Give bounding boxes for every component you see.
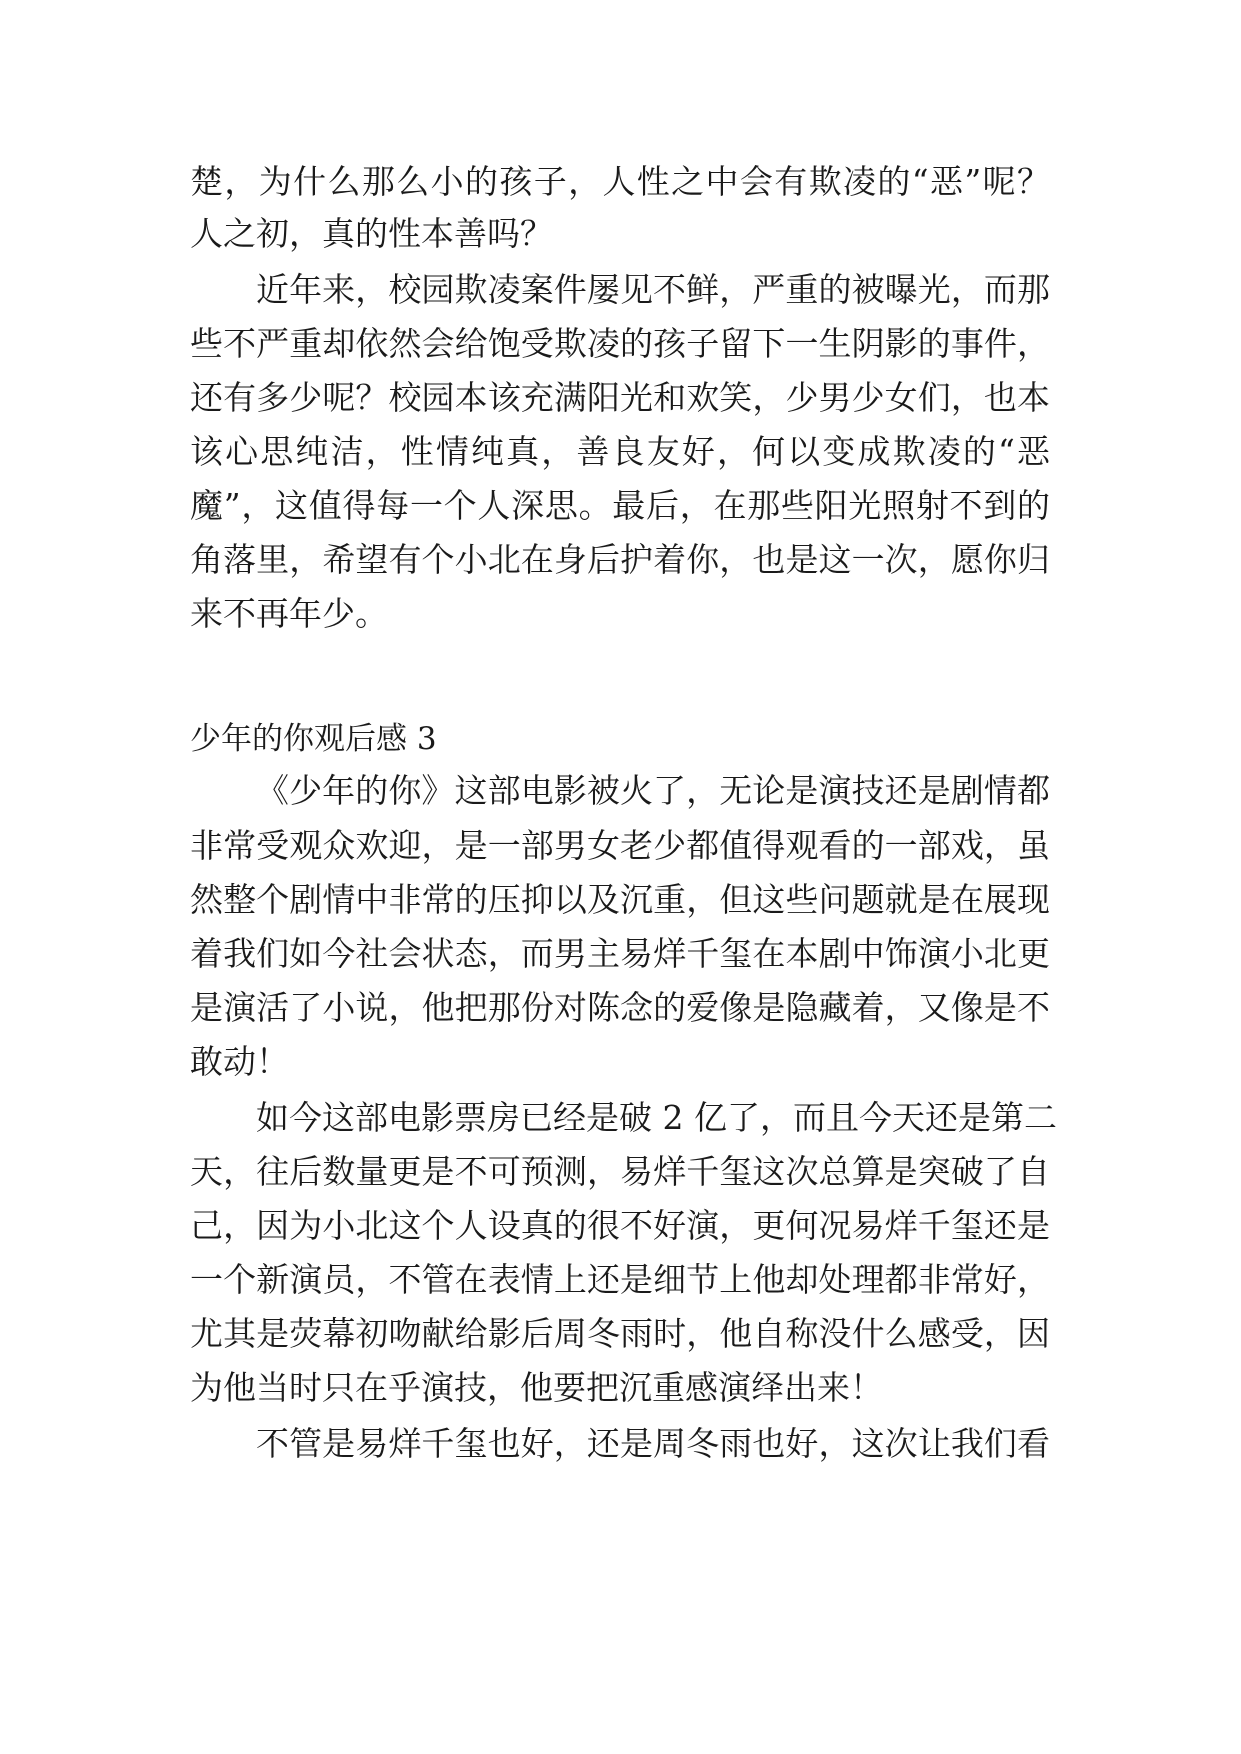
text-line: 楚，为什么那么小的孩子，人性之中会有欺凌的“恶”呢？ — [190, 162, 1050, 201]
text-line: 天，往后数量更是不可预测，易烊千玺这次总算是突破了自 — [190, 1152, 1050, 1191]
text-line: 尤其是荧幕初吻献给影后周冬雨时，他自称没什么感受，因 — [190, 1314, 1050, 1353]
text-line: 魔”，这值得每一个人深思。最后，在那些阳光照射不到的 — [190, 486, 1050, 525]
section-heading: 少年的你观后感 3 — [190, 721, 437, 757]
text-line: 些不严重却依然会给饱受欺凌的孩子留下一生阴影的事件， — [190, 324, 1050, 363]
text-line: 敢动！ — [190, 1042, 289, 1081]
text-line: 不管是易烊千玺也好，还是周冬雨也好，这次让我们看 — [256, 1424, 1050, 1463]
text-line: 然整个剧情中非常的压抑以及沉重，但这些问题就是在展现 — [190, 880, 1050, 919]
text-line: 《少年的你》这部电影被火了，无论是演技还是剧情都 — [256, 771, 1050, 810]
text-line: 非常受观众欢迎，是一部男女老少都值得观看的一部戏，虽 — [190, 826, 1050, 865]
text-line: 人之初，真的性本善吗？ — [190, 214, 553, 253]
text-line: 如今这部电影票房已经是破 2 亿了，而且今天还是第二 — [256, 1098, 1057, 1137]
text-line: 是演活了小说，他把那份对陈念的爱像是隐藏着，又像是不 — [190, 988, 1050, 1027]
text-line: 一个新演员，不管在表情上还是细节上他却处理都非常好， — [190, 1260, 1050, 1299]
text-line: 着我们如今社会状态，而男主易烊千玺在本剧中饰演小北更 — [190, 934, 1050, 973]
text-line: 近年来，校园欺凌案件屡见不鲜，严重的被曝光，而那 — [256, 270, 1050, 309]
text-line: 角落里，希望有个小北在身后护着你，也是这一次，愿你归 — [190, 540, 1050, 579]
text-line: 己，因为小北这个人设真的很不好演，更何况易烊千玺还是 — [190, 1206, 1050, 1245]
text-line: 为他当时只在乎演技，他要把沉重感演绎出来！ — [190, 1368, 883, 1407]
text-line: 还有多少呢？校园本该充满阳光和欢笑，少男少女们，也本 — [190, 378, 1050, 417]
text-line: 来不再年少。 — [190, 594, 388, 633]
text-line: 该心思纯洁，性情纯真，善良友好，何以变成欺凌的“恶 — [190, 432, 1050, 471]
